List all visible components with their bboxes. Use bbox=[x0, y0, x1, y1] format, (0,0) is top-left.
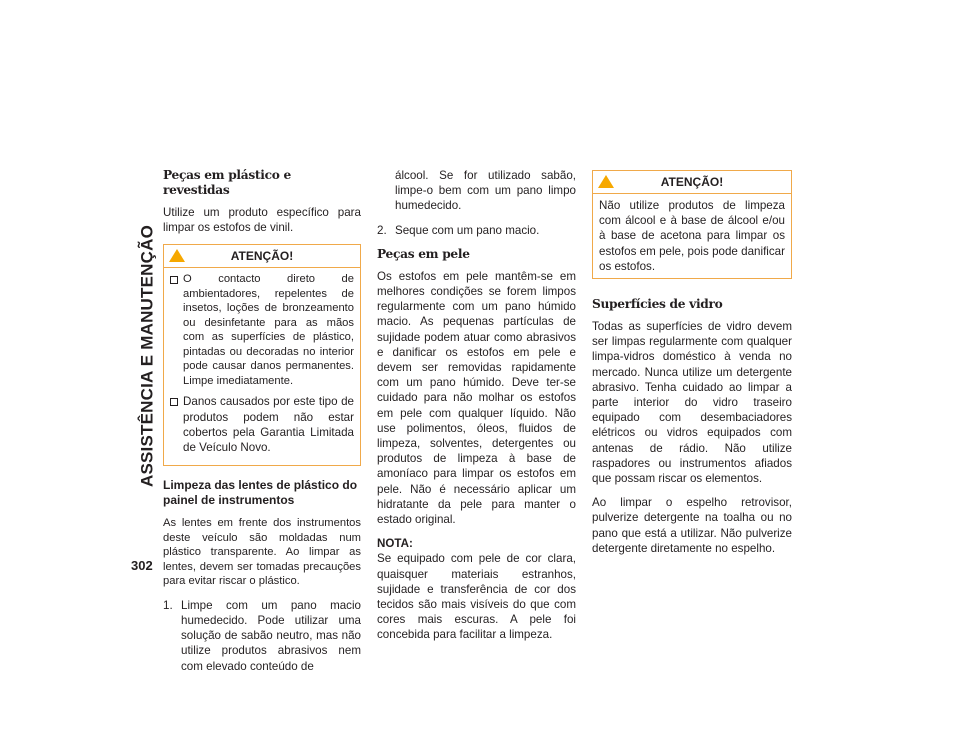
warning-box-leather bbox=[592, 170, 792, 279]
checkbox-bullet-icon bbox=[170, 276, 178, 284]
lens-cleaning-heading: Limpeza das lentes de plástico do painel de instrumentos bbox=[163, 478, 358, 508]
step-1 bbox=[163, 598, 361, 674]
step-text: Limpe com um pano macio humedecido. Pode utilizar uma solução de sabão neutro, mas não utilize produtos abrasivos nem com elevado conteúdo de bbox=[181, 598, 361, 673]
step-text: Seque com um pano macio. bbox=[395, 223, 540, 237]
warning-item-text: Danos causados por este tipo de produtos podem não estar cobertos pela Garantia Limitada de Veículo Novo. bbox=[183, 395, 354, 455]
column-3 bbox=[592, 168, 792, 565]
step-1-continued: álcool. Se for utilizado sabão, limpe-o bem com um pano limpo humedecido. bbox=[395, 169, 576, 213]
warning-triangle-icon bbox=[169, 249, 185, 262]
warning-header bbox=[164, 245, 360, 268]
warning-title: ATENÇÃO! bbox=[230, 249, 294, 264]
warning-box-plastic bbox=[163, 244, 361, 466]
glass-surfaces-heading: Superfícies de vidro bbox=[592, 297, 723, 312]
warning-item-text: O contacto direto de ambientadores, repelentes de insetos, loções de bronzeamento ou desinfetante para as mãos com as superfícies de plástico, pintadas ou decoradas no interior pode causar danos permanentes. Limpe imediatamente. bbox=[183, 273, 354, 387]
column-1 bbox=[163, 168, 361, 683]
warning-text: Não utilize produtos de limpeza com álcool e à base de álcool e/ou à base de acetona para limpar os estofos em pele, pois pode danificar os estofos. bbox=[599, 199, 785, 273]
column-2 bbox=[377, 168, 576, 652]
leather-parts-heading: Peças em pele bbox=[377, 246, 470, 261]
step-number: 1. bbox=[163, 598, 173, 612]
note-text: Se equipado com pele de cor clara, quaisquer materiais estranhos, sujidade e transferência de cor dos tecidos são mais visíveis do que com cores mais escuras. A pele foi concebida para facilitar a limpeza. bbox=[377, 552, 576, 642]
page-number: 302 bbox=[131, 558, 153, 573]
section-side-title-text: ASSISTÊNCIA E MANUTENÇÃO bbox=[137, 224, 157, 488]
warning-triangle-icon bbox=[598, 175, 614, 188]
lens-cleaning-body: As lentes em frente dos instrumentos deste veículo são moldadas num plástico transparente. Ao limpar as lentes, devem ser tomadas precauções para evitar riscar o plástico. bbox=[163, 517, 361, 588]
note-label: NOTA: bbox=[377, 537, 413, 551]
glass-surfaces-body-2: Ao limpar o espelho retrovisor, pulverize detergente na toalha ou no pano que está a utilizar. Não pulverize detergente diretamente no espelho. bbox=[592, 496, 792, 555]
step-2 bbox=[377, 223, 576, 238]
plastic-parts-heading: Peças em plástico e revestidas bbox=[163, 168, 291, 197]
step-number: 2. bbox=[377, 223, 387, 237]
checkbox-bullet-icon bbox=[170, 398, 178, 406]
leather-parts-body: Os estofos em pele mantêm-se em melhores condições se forem limpos regularmente com um pano húmido macio. As pequenas partículas de sujidade podem atuar como abrasivos e danificar os estofos em pele e devem ser removidas rapidamente com um pano húmido. Deve ter-se cuidado para não molhar os estofos em pele com qualquer líquido. Não use polimentos, óleos, fluidos de limpeza, solventes, detergentes ou produtos de limpeza à base de amoníaco para limpar os estofos em pele. Não é necessário aplicar um hidratante da pele para manter o estado original. bbox=[377, 269, 576, 527]
section-side-title bbox=[132, 176, 162, 536]
plastic-parts-intro: Utilize um produto específico para limpar os estofos de vinil. bbox=[163, 206, 361, 235]
warning-header bbox=[593, 171, 791, 194]
warning-item bbox=[164, 394, 360, 455]
warning-item bbox=[164, 272, 360, 388]
note bbox=[377, 536, 576, 642]
warning-title: ATENÇÃO! bbox=[660, 175, 724, 189]
glass-surfaces-body-1: Todas as superfícies de vidro devem ser limpas regularmente com qualquer limpa-vidros doméstico à venda no mercado. Nunca utilize um detergente abrasivo. Tenha cuidado ao limpar a parte interior do vidro traseiro equipado com desembaciadores elétricos ou vidros equipados com antenas de rádio. Não utilize raspadores ou instrumentos afiados que possam riscar os elementos. bbox=[592, 320, 792, 486]
